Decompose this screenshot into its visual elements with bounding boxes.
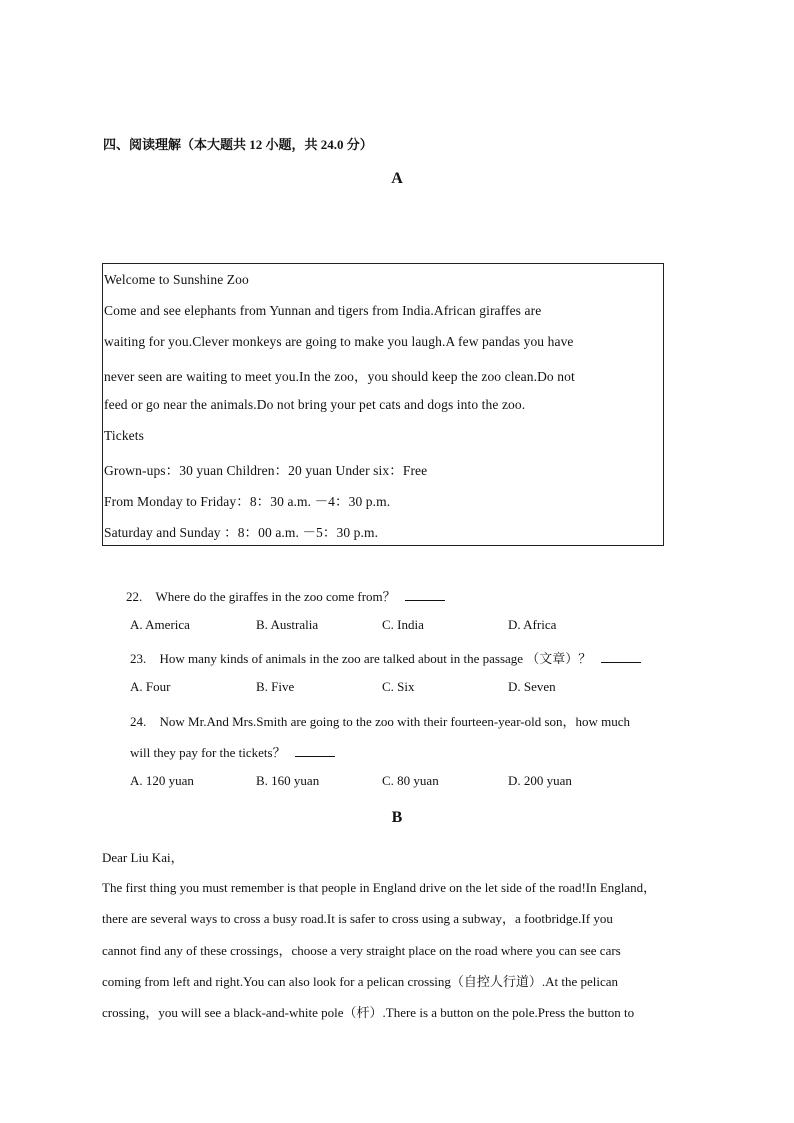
section-heading: 四、阅读理解（本大题共 12 小题，共 24.0 分） <box>103 137 373 152</box>
question-24-continued <box>130 742 335 761</box>
answer-blank[interactable] <box>295 744 335 757</box>
part-b-title: B <box>391 809 403 826</box>
letter-line: The first thing you must remember is that people in England drive on the let side of the road!In England， <box>102 880 657 895</box>
question-text: Where do the giraffes in the zoo come from？ <box>155 589 396 604</box>
option-b[interactable]: B. 160 yuan <box>256 773 320 788</box>
letter-line: cannot find any of these crossings，choose a very straight place on the road where you can see cars <box>102 943 621 958</box>
option-c[interactable]: C. Six <box>382 679 415 694</box>
notice-line: feed or go near the animals.Do not bring your pet cats and dogs into the zoo. <box>104 397 526 412</box>
answer-blank[interactable] <box>405 588 445 601</box>
question-23 <box>130 648 641 667</box>
option-d[interactable]: D. Africa <box>508 617 557 632</box>
question-number: 22. <box>126 589 143 604</box>
option-b[interactable]: B. Australia <box>256 617 319 632</box>
option-a[interactable]: A. America <box>130 617 190 632</box>
question-text: Now Mr.And Mrs.Smith are going to the zoo with their fourteen-year-old son，how much <box>159 714 631 729</box>
answer-blank[interactable] <box>601 650 641 663</box>
question-text: How many kinds of animals in the zoo are talked about in the passage （文章）？ <box>159 651 592 666</box>
question-text: will they pay for the tickets？ <box>130 745 286 760</box>
question-number: 24. <box>130 714 147 729</box>
option-b[interactable]: B. Five <box>256 679 295 694</box>
notice-line: Grown-ups：30 yuan Children：20 yuan Under six：Free <box>104 463 428 478</box>
notice-line: never seen are waiting to meet you.In the zoo，you should keep the zoo clean.Do not <box>104 369 575 384</box>
notice-line: Come and see elephants from Yunnan and tigers from India.African giraffes are <box>104 303 542 318</box>
notice-line: Tickets <box>104 428 144 443</box>
letter-salutation: Dear Liu Kai， <box>102 850 184 865</box>
notice-line: Saturday and Sunday ：8：00 a.m. －5：30 p.m. <box>104 525 379 540</box>
question-number: 23. <box>130 651 147 666</box>
letter-line: coming from left and right.You can also look for a pelican crossing（自控人行道）.At the pelican <box>102 974 619 989</box>
option-c[interactable]: C. 80 yuan <box>382 773 439 788</box>
option-c[interactable]: C. India <box>382 617 424 632</box>
question-22 <box>126 586 445 605</box>
notice-line: From Monday to Friday：8：30 a.m. －4：30 p.m. <box>104 494 391 509</box>
option-d[interactable]: D. Seven <box>508 679 556 694</box>
notice-line: Welcome to Sunshine Zoo <box>104 272 249 287</box>
letter-line: there are several ways to cross a busy road.It is safer to cross using a subway，a footbridge.If you <box>102 911 613 926</box>
letter-line: crossing，you will see a black-and-white pole（杆）.There is a button on the pole.Press the button to <box>102 1005 635 1020</box>
option-d[interactable]: D. 200 yuan <box>508 773 572 788</box>
question-24 <box>130 711 630 730</box>
part-a-title: A <box>391 170 403 187</box>
option-a[interactable]: A. Four <box>130 679 171 694</box>
option-a[interactable]: A. 120 yuan <box>130 773 194 788</box>
notice-line: waiting for you.Clever monkeys are going to make you laugh.A few pandas you have <box>104 334 574 349</box>
